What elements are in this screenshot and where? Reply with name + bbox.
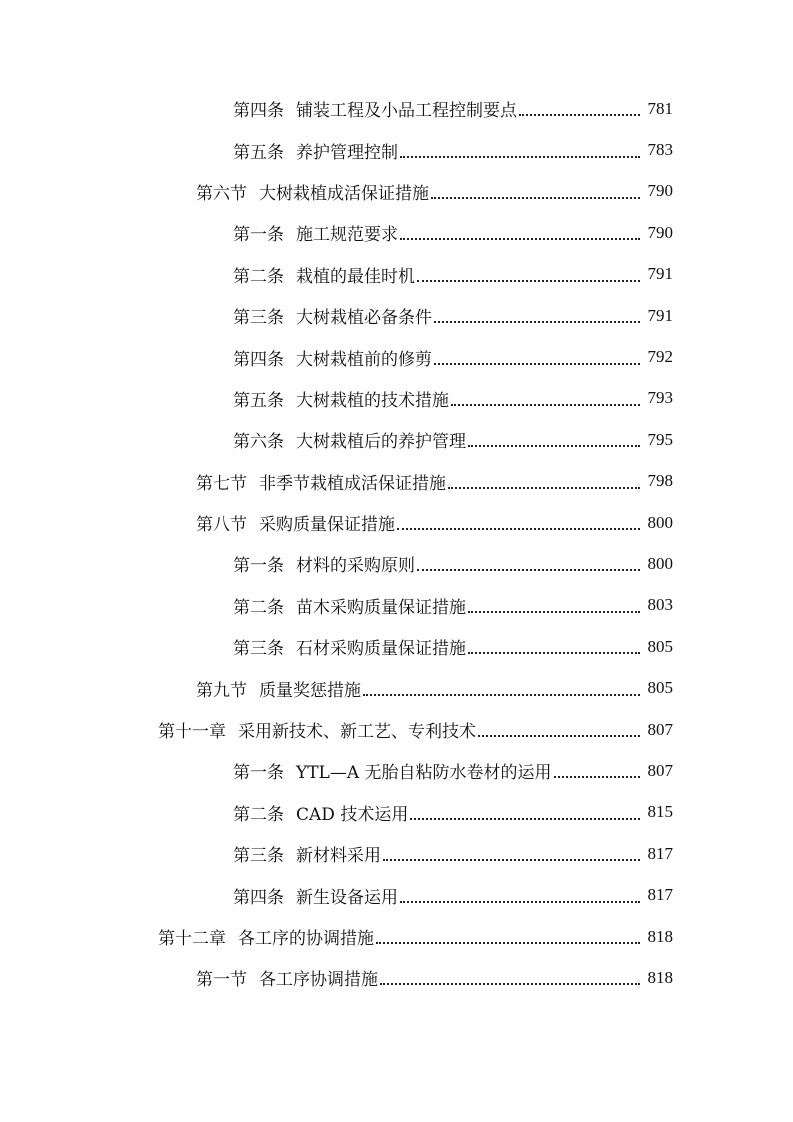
toc-entry-title: 栽植的最佳时机 bbox=[296, 266, 415, 287]
toc-entry-page: 807 bbox=[647, 760, 673, 780]
toc-entry-number: 第三条 bbox=[233, 639, 284, 660]
toc-entry-title: 大树栽植必备条件 bbox=[296, 308, 432, 329]
dot-leader bbox=[383, 858, 640, 861]
toc-entry[interactable] bbox=[233, 129, 793, 170]
dot-leader bbox=[410, 817, 640, 820]
toc-entry-page: 803 bbox=[647, 595, 673, 615]
toc-entry[interactable] bbox=[233, 543, 793, 584]
toc-entry-number: 第三条 bbox=[233, 308, 284, 329]
toc-entry-page: 815 bbox=[647, 802, 673, 822]
toc-entry-title: 施工规范要求 bbox=[296, 225, 398, 246]
toc-entry[interactable] bbox=[233, 378, 793, 419]
toc-entry-title: 新材料采用 bbox=[296, 846, 381, 867]
toc-entry-title: 各工序协调措施 bbox=[259, 970, 378, 991]
toc-entry-page: 791 bbox=[647, 264, 673, 284]
toc-entry-title: YTL—A 无胎自粘防水卷材的运用 bbox=[296, 763, 552, 784]
dot-leader bbox=[363, 693, 640, 696]
toc-entry-page: 791 bbox=[647, 305, 673, 325]
toc-entry-title: 大树栽植的技术措施 bbox=[296, 390, 449, 411]
toc-entry-number: 第一条 bbox=[233, 556, 284, 577]
toc-entry[interactable] bbox=[233, 254, 793, 295]
toc-entry-page: 805 bbox=[647, 636, 673, 656]
toc-entry-number: 第八节 bbox=[196, 515, 247, 536]
dot-leader bbox=[554, 775, 640, 778]
toc-entry-title: 大树栽植后的养护管理 bbox=[296, 432, 466, 453]
toc-entry-number: 第四条 bbox=[233, 887, 284, 908]
toc-entry-page: 790 bbox=[647, 222, 673, 242]
toc-entry-page: 818 bbox=[647, 926, 673, 946]
toc-entry[interactable] bbox=[158, 709, 793, 750]
toc-entry[interactable] bbox=[233, 212, 793, 253]
toc-entry-number: 第二条 bbox=[233, 266, 284, 287]
toc-entry-page: 807 bbox=[647, 719, 673, 739]
toc-entry-title: CAD 技术运用 bbox=[296, 804, 409, 825]
toc-entry-number: 第十一章 bbox=[158, 722, 226, 743]
toc-entry-page: 800 bbox=[647, 553, 673, 573]
toc-entry-page: 783 bbox=[647, 140, 673, 160]
dot-leader bbox=[400, 155, 640, 158]
dot-leader bbox=[478, 734, 640, 737]
toc-entry[interactable] bbox=[233, 874, 793, 915]
dot-leader bbox=[451, 403, 640, 406]
toc-entry-number: 第七节 bbox=[196, 473, 247, 494]
toc-entry-number: 第五条 bbox=[233, 390, 284, 411]
toc-entry[interactable] bbox=[196, 502, 793, 543]
toc-entry-title: 非季节栽植成活保证措施 bbox=[259, 473, 446, 494]
dot-leader bbox=[434, 320, 640, 323]
dot-leader bbox=[376, 941, 640, 944]
toc-entry-title: 养护管理控制 bbox=[296, 142, 398, 163]
toc-entry-title: 材料的采购原则 bbox=[296, 556, 415, 577]
toc-entry[interactable] bbox=[233, 833, 793, 874]
toc-entry-title: 采用新技术、新工艺、专利技术 bbox=[238, 722, 476, 743]
dot-leader bbox=[519, 113, 640, 116]
toc-entry-title: 采购质量保证措施 bbox=[259, 515, 395, 536]
toc-entry-title: 质量奖惩措施 bbox=[259, 680, 361, 701]
dot-leader bbox=[397, 527, 640, 530]
toc-entry-page: 781 bbox=[647, 98, 673, 118]
toc-entry[interactable] bbox=[196, 957, 793, 998]
toc-entry-page: 798 bbox=[647, 471, 673, 491]
toc-entry-number: 第二条 bbox=[233, 597, 284, 618]
toc-entry-number: 第四条 bbox=[233, 349, 284, 370]
toc-entry[interactable] bbox=[196, 171, 793, 212]
dot-leader bbox=[468, 610, 640, 613]
toc-entry[interactable] bbox=[233, 626, 793, 667]
toc-entry-title: 大树栽植成活保证措施 bbox=[259, 183, 429, 204]
toc-entry-title: 大树栽植前的修剪 bbox=[296, 349, 432, 370]
toc-entry-number: 第三条 bbox=[233, 846, 284, 867]
toc-entry-number: 第一条 bbox=[233, 225, 284, 246]
toc-entry-title: 新生设备运用 bbox=[296, 887, 398, 908]
toc-entry[interactable] bbox=[233, 419, 793, 460]
toc-entry[interactable] bbox=[158, 916, 793, 957]
toc-entry-number: 第一节 bbox=[196, 970, 247, 991]
toc-entry[interactable] bbox=[196, 667, 793, 708]
toc-entry-title: 铺装工程及小品工程控制要点 bbox=[296, 101, 517, 122]
toc-entry[interactable] bbox=[233, 750, 793, 791]
toc-entry-page: 792 bbox=[647, 347, 673, 367]
table-of-contents bbox=[0, 88, 793, 999]
toc-entry-number: 第五条 bbox=[233, 142, 284, 163]
toc-entry[interactable] bbox=[233, 336, 793, 377]
toc-entry-page: 790 bbox=[647, 181, 673, 201]
toc-entry-page: 817 bbox=[647, 843, 673, 863]
toc-entry-number: 第一条 bbox=[233, 763, 284, 784]
dot-leader bbox=[417, 279, 640, 282]
toc-entry[interactable] bbox=[196, 461, 793, 502]
toc-entry-page: 818 bbox=[647, 967, 673, 987]
dot-leader bbox=[468, 651, 640, 654]
toc-entry-title: 苗木采购质量保证措施 bbox=[296, 597, 466, 618]
toc-entry-page: 817 bbox=[647, 885, 673, 905]
dot-leader bbox=[400, 237, 640, 240]
toc-entry-number: 第四条 bbox=[233, 101, 284, 122]
toc-entry-number: 第九节 bbox=[196, 680, 247, 701]
toc-entry-title: 各工序的协调措施 bbox=[238, 929, 374, 949]
toc-entry[interactable] bbox=[233, 792, 793, 833]
dot-leader bbox=[434, 362, 640, 365]
toc-entry-page: 793 bbox=[647, 388, 673, 408]
toc-entry[interactable] bbox=[233, 295, 793, 336]
dot-leader bbox=[417, 568, 640, 571]
toc-entry-page: 805 bbox=[647, 678, 673, 698]
dot-leader bbox=[431, 196, 640, 199]
toc-entry-page: 800 bbox=[647, 512, 673, 532]
toc-entry-title: 石材采购质量保证措施 bbox=[296, 639, 466, 660]
toc-entry[interactable] bbox=[233, 585, 793, 626]
toc-entry-number: 第十二章 bbox=[158, 929, 226, 949]
dot-leader bbox=[380, 982, 640, 985]
dot-leader bbox=[400, 900, 640, 903]
dot-leader bbox=[468, 444, 640, 447]
toc-entry-number: 第六节 bbox=[196, 183, 247, 204]
toc-entry-number: 第二条 bbox=[233, 804, 284, 825]
toc-entry-page: 795 bbox=[647, 429, 673, 449]
toc-entry-number: 第六条 bbox=[233, 432, 284, 453]
dot-leader bbox=[448, 486, 640, 489]
toc-entry[interactable] bbox=[233, 88, 793, 129]
